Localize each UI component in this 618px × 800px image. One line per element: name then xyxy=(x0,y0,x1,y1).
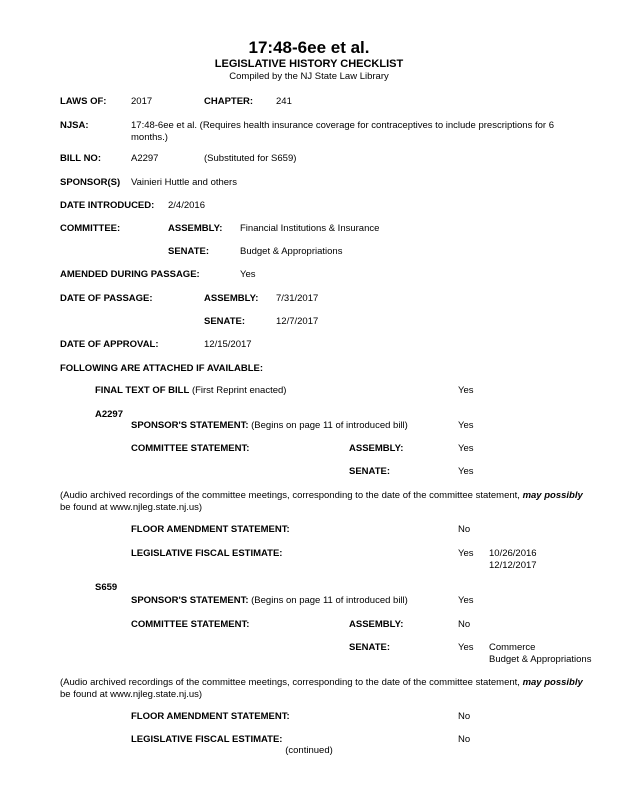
a2297-audio-note-line2: be found at www.njleg.state.nj.us) xyxy=(60,502,203,513)
a2297-fiscal-date-2: 12/12/2017 xyxy=(489,560,537,571)
s659-senate-value: Yes xyxy=(458,642,474,653)
a2297-floor-value: No xyxy=(458,524,471,535)
continued-note: (continued) xyxy=(285,745,333,756)
s659-sponsor-statement-label: SPONSOR'S STATEMENT: xyxy=(131,595,249,606)
committee-assembly-value: Financial Institutions & Insurance xyxy=(240,223,380,234)
chapter-label: CHAPTER: xyxy=(204,96,254,107)
s659-floor-value: No xyxy=(458,711,471,722)
bill-no-label: BILL NO: xyxy=(60,153,101,164)
a2297-sponsor-statement-note: (Begins on page 11 of introduced bill) xyxy=(251,420,408,431)
a2297-senate-value: Yes xyxy=(458,466,474,477)
a2297-senate-label: SENATE: xyxy=(349,466,390,477)
amended-value: Yes xyxy=(240,269,256,280)
a2297-audio-note-emphasis: may possibly xyxy=(522,490,583,501)
s659-senate-committee-1: Commerce xyxy=(489,642,536,653)
final-text-note: (First Reprint enacted) xyxy=(191,385,287,396)
a2297-sponsor-statement-row xyxy=(131,420,408,432)
a2297-audio-note-text: (Audio archived recordings of the committee meetings, corresponding to the date of the committee statement, xyxy=(60,490,523,501)
s659-sponsor-statement-note: (Begins on page 11 of introduced bill) xyxy=(251,595,408,606)
final-text-label: FINAL TEXT OF BILL xyxy=(95,385,190,396)
amended-label: AMENDED DURING PASSAGE: xyxy=(60,269,200,280)
s659-fiscal-label: LEGISLATIVE FISCAL ESTIMATE: xyxy=(131,734,283,745)
a2297-assembly-label: ASSEMBLY: xyxy=(349,443,404,454)
chapter-value: 241 xyxy=(276,96,292,107)
s659-sponsor-statement-row xyxy=(131,595,408,607)
a2297-floor-label: FLOOR AMENDMENT STATEMENT: xyxy=(131,524,290,535)
date-passage-label: DATE OF PASSAGE: xyxy=(60,293,153,304)
passage-senate-label: SENATE: xyxy=(204,316,245,327)
page-title: 17:48-6ee et al. xyxy=(248,38,370,57)
a2297-fiscal-value: Yes xyxy=(458,548,474,559)
s659-audio-note-text: (Audio archived recordings of the committee meetings, corresponding to the date of the committee statement, xyxy=(60,677,523,688)
a2297-assembly-value: Yes xyxy=(458,443,474,454)
bill-no-note: (Substituted for S659) xyxy=(204,153,297,164)
committee-senate-value: Budget & Appropriations xyxy=(240,246,343,257)
a2297-fiscal-label: LEGISLATIVE FISCAL ESTIMATE: xyxy=(131,548,283,559)
passage-assembly-label: ASSEMBLY: xyxy=(204,293,259,304)
committee-senate-label: SENATE: xyxy=(168,246,209,257)
sponsor-label: SPONSOR(S) xyxy=(60,177,121,188)
committee-label: COMMITTEE: xyxy=(60,223,121,234)
s659-audio-note-line2: be found at www.njleg.state.nj.us) xyxy=(60,689,203,700)
s659-bill-heading: S659 xyxy=(95,582,118,593)
final-text-value: Yes xyxy=(458,385,474,396)
laws-of-value: 2017 xyxy=(131,96,153,107)
bill-no-value: A2297 xyxy=(131,153,159,164)
s659-senate-committee-2: Budget & Appropriations xyxy=(489,654,592,665)
a2297-bill-heading: A2297 xyxy=(95,409,123,420)
date-approval-label: DATE OF APPROVAL: xyxy=(60,339,159,350)
date-introduced-label: DATE INTRODUCED: xyxy=(60,200,155,211)
s659-floor-label: FLOOR AMENDMENT STATEMENT: xyxy=(131,711,290,722)
njsa-value: 17:48-6ee et al. (Requires health insurance coverage for contraceptives to include prescriptions for 6 months.) xyxy=(131,120,554,143)
s659-assembly-label: ASSEMBLY: xyxy=(349,619,404,630)
sponsor-value: Vainieri Huttle and others xyxy=(131,177,237,188)
date-approval-value: 12/15/2017 xyxy=(204,339,252,350)
final-text-row xyxy=(95,385,286,397)
a2297-committee-statement-label: COMMITTEE STATEMENT: xyxy=(131,443,250,454)
s659-fiscal-value: No xyxy=(458,734,471,745)
attached-heading: FOLLOWING ARE ATTACHED IF AVAILABLE: xyxy=(60,363,263,374)
s659-assembly-value: No xyxy=(458,619,471,630)
committee-assembly-label: ASSEMBLY: xyxy=(168,223,223,234)
laws-of-label: LAWS OF: xyxy=(60,96,107,107)
s659-audio-note-line1 xyxy=(60,677,583,689)
a2297-sponsor-statement-value: Yes xyxy=(458,420,474,431)
date-introduced-value: 2/4/2016 xyxy=(168,200,205,211)
s659-committee-statement-label: COMMITTEE STATEMENT: xyxy=(131,619,250,630)
a2297-audio-note-line1 xyxy=(60,490,583,502)
a2297-sponsor-statement-label: SPONSOR'S STATEMENT: xyxy=(131,420,249,431)
njsa-label: NJSA: xyxy=(60,120,89,131)
passage-assembly-value: 7/31/2017 xyxy=(276,293,319,304)
s659-sponsor-statement-value: Yes xyxy=(458,595,474,606)
compiled-by: Compiled by the NJ State Law Library xyxy=(229,71,389,82)
s659-senate-label: SENATE: xyxy=(349,642,390,653)
a2297-fiscal-date-1: 10/26/2016 xyxy=(489,548,537,559)
s659-audio-note-emphasis: may possibly xyxy=(522,677,583,688)
checklist-subtitle: LEGISLATIVE HISTORY CHECKLIST xyxy=(214,58,404,70)
passage-senate-value: 12/7/2017 xyxy=(276,316,319,327)
